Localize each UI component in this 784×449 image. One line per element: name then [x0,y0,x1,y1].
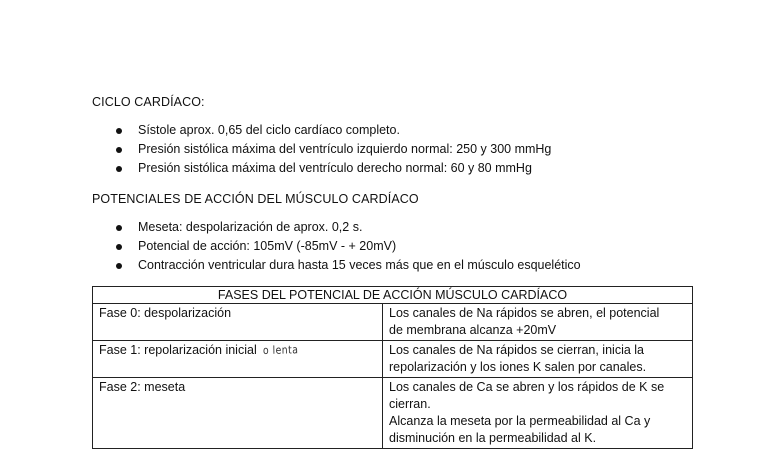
description-cell: Los canales de Ca se abren y los rápidos de K se cierran. Alcanza la meseta por la permeabilidad al Ca y disminución en la permeabilidad al K. [383,378,693,449]
bullet-icon [116,128,122,134]
bullet-icon [116,244,122,250]
bullet-icon [116,225,122,231]
list-item: Sístole aprox. 0,65 del ciclo cardíaco completo. [116,121,551,140]
phase-cell: Fase 1: repolarización inicial o lenta [93,341,383,378]
potenciales-bullet-list [116,218,581,275]
ciclo-bullet-list [116,121,551,178]
description-cell: Los canales de Na rápidos se abren, el potencial de membrana alcanza +20mV [383,304,693,341]
phases-table [92,286,693,449]
handwritten-note: o lenta [262,343,299,357]
phase-cell: Fase 0: despolarización [93,304,383,341]
table-title: FASES DEL POTENCIAL DE ACCIÓN MÚSCULO CARDÍACO [93,287,693,304]
list-item: Presión sistólica máxima del ventrículo izquierdo normal: 250 y 300 mmHg [116,140,551,159]
list-item: Potencial de acción: 105mV (-85mV - + 20mV) [116,237,581,256]
list-item: Meseta: despolarización de aprox. 0,2 s. [116,218,581,237]
heading-potenciales-accion: POTENCIALES DE ACCIÓN DEL MÚSCULO CARDÍACO [92,192,419,206]
heading-ciclo-cardiaco: CICLO CARDÍACO: [92,95,205,109]
phase-cell: Fase 2: meseta [93,378,383,449]
table-row [93,304,693,341]
table-header-row [93,287,693,304]
table-row [93,378,693,449]
description-cell: Los canales de Na rápidos se cierran, inicia la repolarización y los iones K salen por canales. [383,341,693,378]
bullet-icon [116,166,122,172]
list-item: Presión sistólica máxima del ventrículo derecho normal: 60 y 80 mmHg [116,159,551,178]
list-item: Contracción ventricular dura hasta 15 veces más que en el músculo esquelético [116,256,581,275]
bullet-icon [116,263,122,269]
bullet-icon [116,147,122,153]
table-row [93,341,693,378]
